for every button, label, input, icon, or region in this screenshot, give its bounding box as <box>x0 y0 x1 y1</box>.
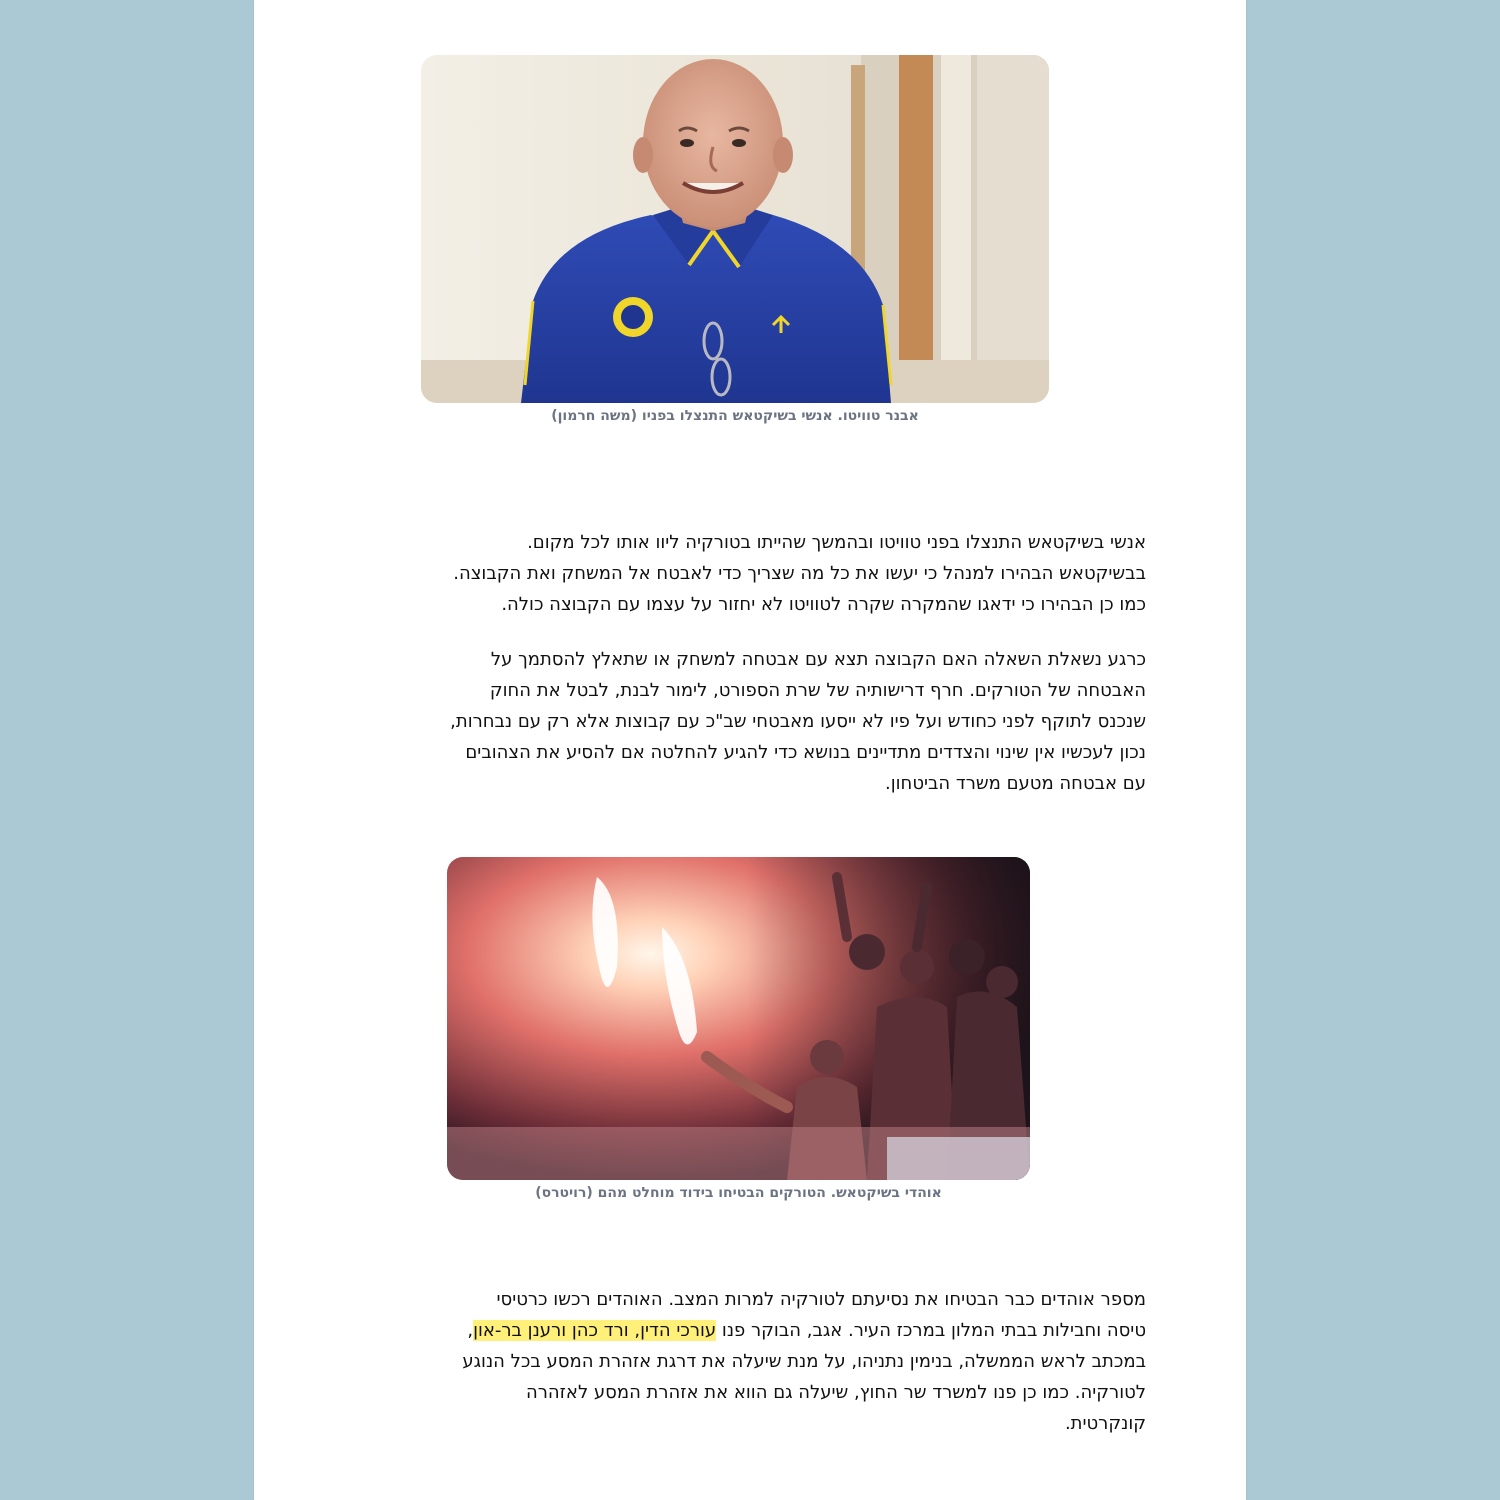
paragraph-line: בבשיקטאש הבהירו למנהל כי יעשו את כל מה שצריך כדי לאבטח אל המשחק ואת הקבוצה. <box>453 563 1146 584</box>
article-paragraph <box>326 1284 1146 1439</box>
document-page <box>254 0 1246 1500</box>
paragraph-line: האבטחה של הטורקים. חרף דרישותיה של שרת הספורט, לימור לבנת, לבטל את החוק <box>489 680 1146 701</box>
paragraph-line: כרגע נשאלת השאלה האם הקבוצה תצא עם אבטחה למשחק או שתאלץ להסתמך על <box>490 649 1146 670</box>
paragraph-line: אנשי בשיקטאש התנצלו בפני טוויטו ובהמשך שהייתו בטורקיה ליוו אותו לכל מקום. <box>527 532 1146 553</box>
paragraph-line: עם אבטחה מטעם משרד הביטחון. <box>885 773 1146 794</box>
article-paragraph <box>326 644 1146 799</box>
photo-caption: אוהדי בשיקטאש. הטורקים הבטיחו בידוד מוחלט מהם (רויטרס) <box>535 1185 942 1201</box>
paragraph-line: נכון לעכשיו אין שינוי והצדדים מתדיינים בנושא כדי להגיע להחלטה אם להסיע את הצהובים <box>465 742 1146 763</box>
paragraph-text: טיסה וחבילות בבתי המלון במרכז העיר. אגב, הבוקר פנו <box>716 1320 1146 1341</box>
highlighted-text: עורכי הדין, ורד כהן ורענן בר-און <box>473 1320 717 1341</box>
paragraph-text: , <box>467 1320 474 1341</box>
paragraph-line: במכתב לראש הממשלה, בנימין נתניהו, על מנת שיעלה את דרגת אזהרת המסע בכל הנוגע <box>462 1351 1146 1372</box>
photo-avner-tvito <box>421 55 1049 403</box>
paragraph-line: לטורקיה. כמו כן פנו למשרד שר החוץ, שיעלה גם הווא את אזהרת המסע לאזהרה <box>526 1382 1146 1403</box>
paragraph-line: כמו כן הבהירו כי ידאגו שהמקרה שקרה לטוויטו לא יחזור על עצמו עם הקבוצה כולה. <box>501 594 1146 615</box>
photo-caption: אבנר טוויטו. אנשי בשיקטאש התנצלו בפניו (משה חרמון) <box>551 408 919 424</box>
photo-besiktas-fans-image <box>447 857 1030 1180</box>
photo-besiktas-fans <box>447 857 1030 1180</box>
photo-avner-tvito-image <box>421 55 1049 403</box>
article-paragraph <box>326 527 1146 620</box>
paragraph-line: קונקרטית. <box>1064 1413 1146 1434</box>
paragraph-line: מספר אוהדים כבר הבטיחו את נסיעתם לטורקיה למרות המצב. האוהדים רכשו כרטיסי <box>496 1289 1146 1310</box>
paragraph-line <box>326 1315 1146 1346</box>
paragraph-line: שנכנס לתוקף לפני כחודש ועל פיו לא ייסעו מאבטחי שב"כ עם קבוצות אלא רק עם נבחרות, <box>450 711 1146 732</box>
